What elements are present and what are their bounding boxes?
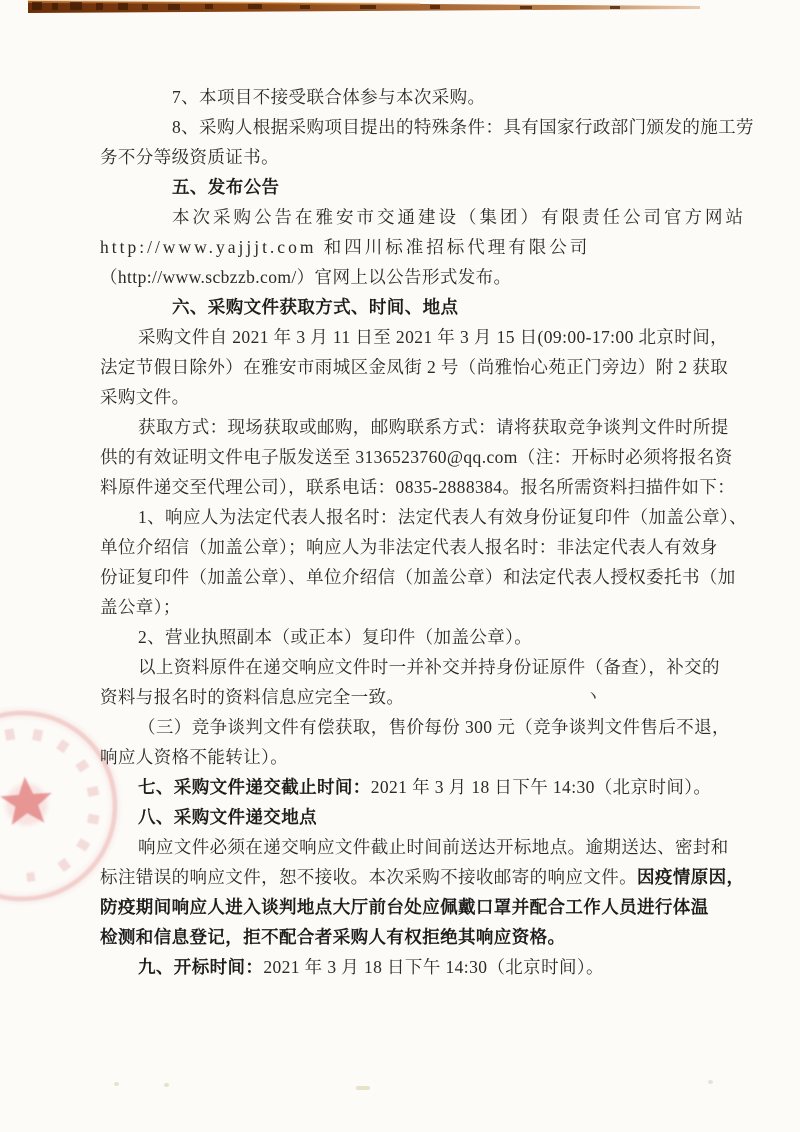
text-line: 响应人资格不能转让）。 <box>100 747 289 767</box>
text-line-url: http://www.yajjjt.com 和四川标准招标代理有限公司 <box>100 237 591 257</box>
scan-speck <box>356 1086 370 1090</box>
section-heading-8: 八、采购文件递交地点 <box>138 807 317 827</box>
text-line: 资料与报名时的资料信息应完全一致。 <box>100 687 405 707</box>
text-line: 1、响应人为法定代表人报名时：法定代表人有效身份证复印件（加盖公章）、 <box>138 507 747 527</box>
document-body <box>100 82 754 982</box>
text-line: 采购文件自 2021 年 3 月 11 日至 2021 年 3 月 15 日(09:00-17:00 北京时间， <box>138 327 729 347</box>
text-line: 务不分等级资质证书。 <box>100 147 279 167</box>
scan-speck <box>164 1083 169 1087</box>
text-line: 获取方式：现场获取或邮购，邮购联系方式：请将获取竞争谈判文件时所提 <box>138 417 729 437</box>
text-line: 7、本项目不接受联合体参与本次采购。 <box>172 87 486 107</box>
text-line: 以上资料原件在递交响应文件时一并补交并持身份证原件（备查），补交的 <box>138 657 720 677</box>
text-line: 采购文件。 <box>100 387 190 407</box>
text-line-url: （http://www.scbzzb.com/）官网上以公告形式发布。 <box>100 267 512 287</box>
section-heading-6: 六、采购文件获取方式、时间、地点 <box>172 297 459 317</box>
text-line: 本次采购公告在雅安市交通建设（集团）有限责任公司官方网站 <box>172 207 746 227</box>
text-line-emphasis: 防疫期间响应人进入谈判地点大厅前台处应佩戴口罩并配合工作人员进行体温 <box>100 897 709 917</box>
text-line: 单位介绍信（加盖公章）；响应人为非法定代表人报名时：非法定代表人有效身 <box>100 537 718 557</box>
section-heading-5: 五、发布公告 <box>172 177 280 197</box>
text-line-emphasis: 检测和信息登记，拒不配合者采购人有权拒绝其响应资格。 <box>100 927 566 947</box>
text-line: 2、营业执照副本（或正本）复印件（加盖公章）。 <box>138 627 533 647</box>
scan-edge-artifact <box>0 0 800 18</box>
text-line: 标注错误的响应文件，恕不接收。本次采购不接收邮寄的响应文件。因疫情原因， <box>100 867 745 887</box>
text-line: 份证复印件（加盖公章）、单位介绍信（加盖公章）和法定代表人授权委托书（加 <box>100 567 736 587</box>
text-line: 料原件递交至代理公司），联系电话：0835-2888384。报名所需资料扫描件如下： <box>100 477 736 497</box>
scan-speck <box>114 1082 119 1086</box>
text-line: 响应文件必须在递交响应文件截止时间前送达开标地点。逾期送达、密封和 <box>138 837 729 857</box>
seal-star-icon <box>0 775 54 828</box>
text-line: （三）竞争谈判文件有偿获取，售价每份 300 元（竞争谈判文件售后不退， <box>138 717 730 737</box>
scan-speck <box>708 1080 713 1084</box>
stray-ink-mark: 丶 <box>583 687 602 708</box>
text-line: 盖公章）； <box>100 597 181 617</box>
text-line: 法定节假日除外）在雅安市雨城区金凤街 2 号（尚雅怡心苑正门旁边）附 2 获取 <box>100 357 729 377</box>
section-heading-7: 七、采购文件递交截止时间：2021 年 3 月 18 日下午 14:30（北京时间）。 <box>138 777 712 797</box>
text-line: 8、采购人根据采购项目提出的特殊条件：具有国家行政部门颁发的施工劳 <box>172 117 754 137</box>
text-line: 供的有效证明文件电子版发送至 3136523760@qq.com（注：开标时必须将报名资 <box>100 447 733 467</box>
section-heading-9: 九、开标时间：2021 年 3 月 18 日下午 14:30（北京时间）。 <box>138 957 604 977</box>
